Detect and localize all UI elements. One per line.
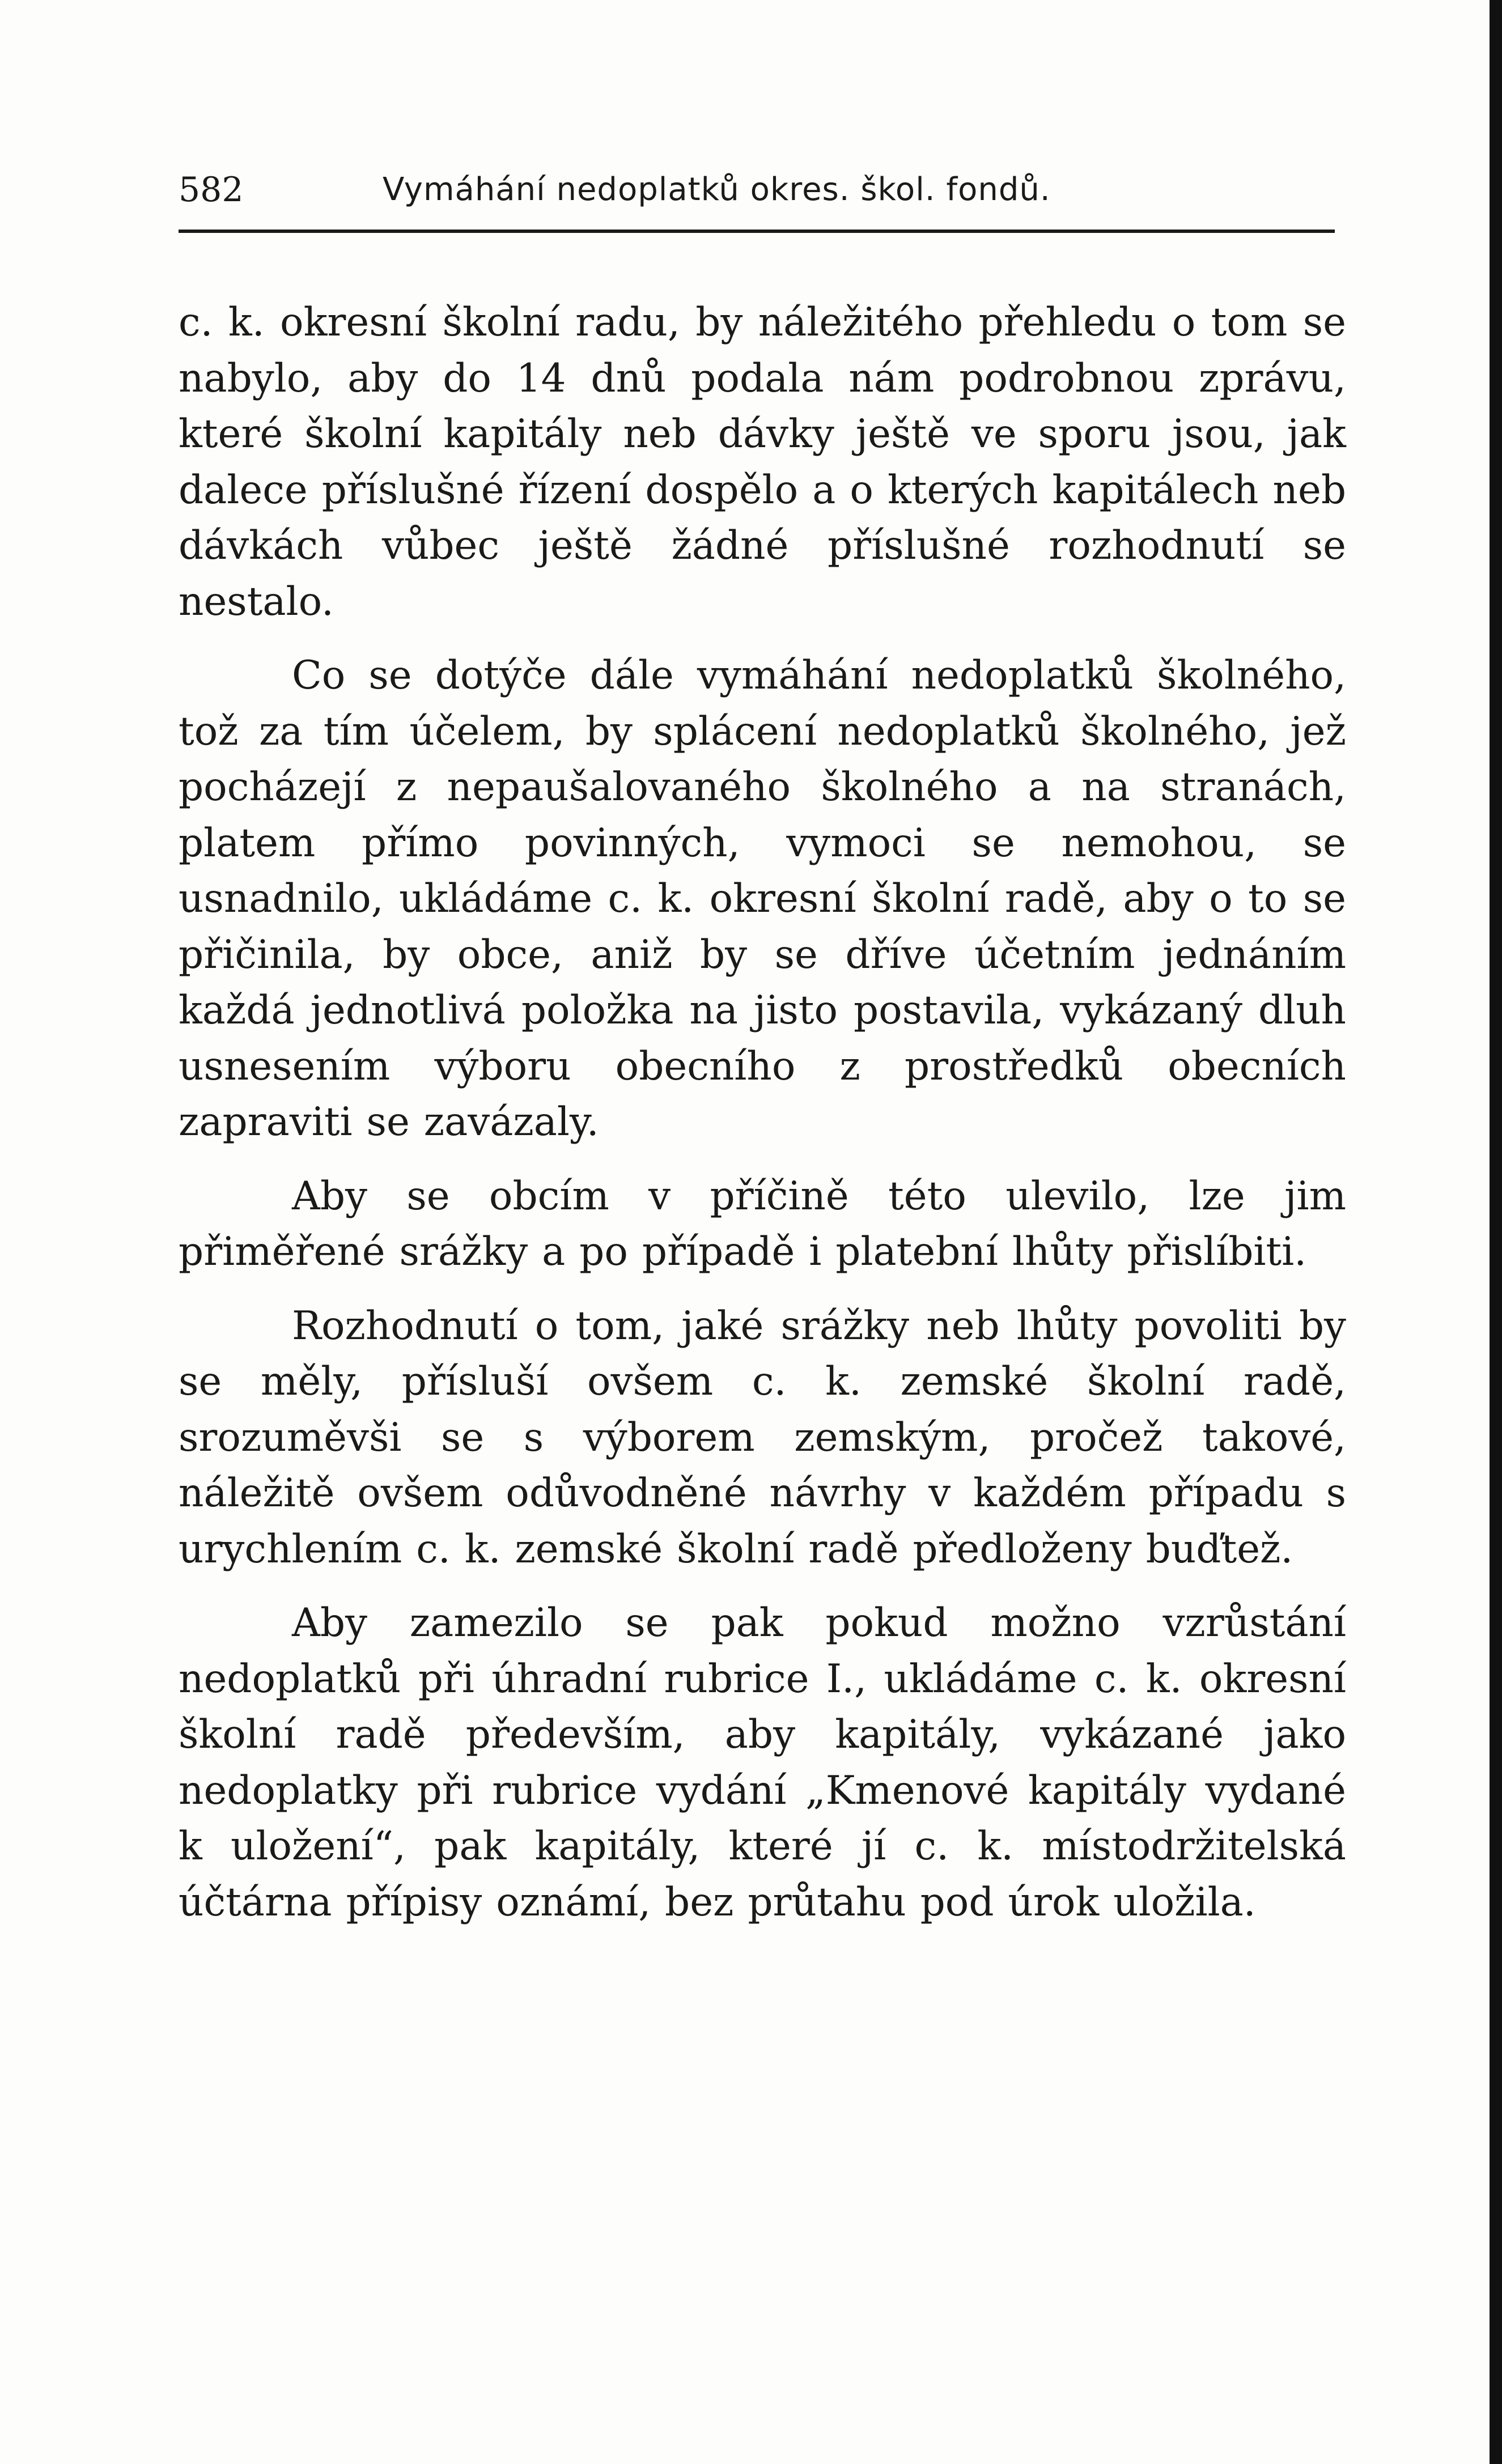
body-text: [179, 295, 1346, 1948]
header-rule: [179, 230, 1335, 233]
page-edge-shadow: [1490, 0, 1502, 2464]
paragraph-1: c. k. okresní školní radu, by náležitého přehledu o tom se nabylo, aby do 14 dnů podala nám podrobnou zprávu, které školní kapitály neb dávky ještě ve sporu jsou, jak dalece příslušné řízení dospělo a o kterých kapitálech neb dávkách vůbec ještě žádné příslušné rozhodnutí se nestalo.: [179, 300, 1346, 625]
page-header: [179, 164, 1329, 215]
paragraph-3: Aby se obcím v příčině této ulevilo, lze jim přiměřené srážky a po případě i platební lhůty přislíbiti.: [179, 1173, 1346, 1275]
paragraph-2: Co se dotýče dále vymáhání nedoplatků školného, tož za tím účelem, by splácení nedoplatků školného, jež pocházejí z nepaušalovaného školného a na stranách, platem přímo povinných, vymoci se nemohou, se usnadnilo, ukládáme c. k. okresní školní radě, aby o to se přičinila, by obce, aniž by se dříve účetním jednáním každá jednotlivá položka na jisto postavila, vykázaný dluh usnesením výboru obecního z prostředků obecních zapraviti se zavázaly.: [179, 653, 1346, 1145]
paragraph-5: Aby zamezilo se pak pokud možno vzrůstání nedoplatků při úhradní rubrice I., ukládáme c. k. okresní školní radě především, aby kapitály, vykázané jako nedoplatky při rubrice vydání „Kmenové kapitály vydané k uložení“, pak kapitály, které jí c. k. místodržitelská účtárna přípisy oznámí, bez průtahu pod úrok uložila.: [179, 1600, 1346, 1925]
running-title: Vymáhání nedoplatků okres. škol. fondů.: [383, 171, 1051, 208]
page-number: 582: [179, 170, 244, 210]
paragraph-4: Rozhodnutí o tom, jaké srážky neb lhůty povoliti by se měly, přísluší ovšem c. k. zemské školní radě, srozuměvši se s výborem zemským, pročež takové, náležitě ovšem odůvodněné návrhy v každém případu s urychlením c. k. zemské školní radě předloženy buďtež.: [179, 1303, 1346, 1572]
